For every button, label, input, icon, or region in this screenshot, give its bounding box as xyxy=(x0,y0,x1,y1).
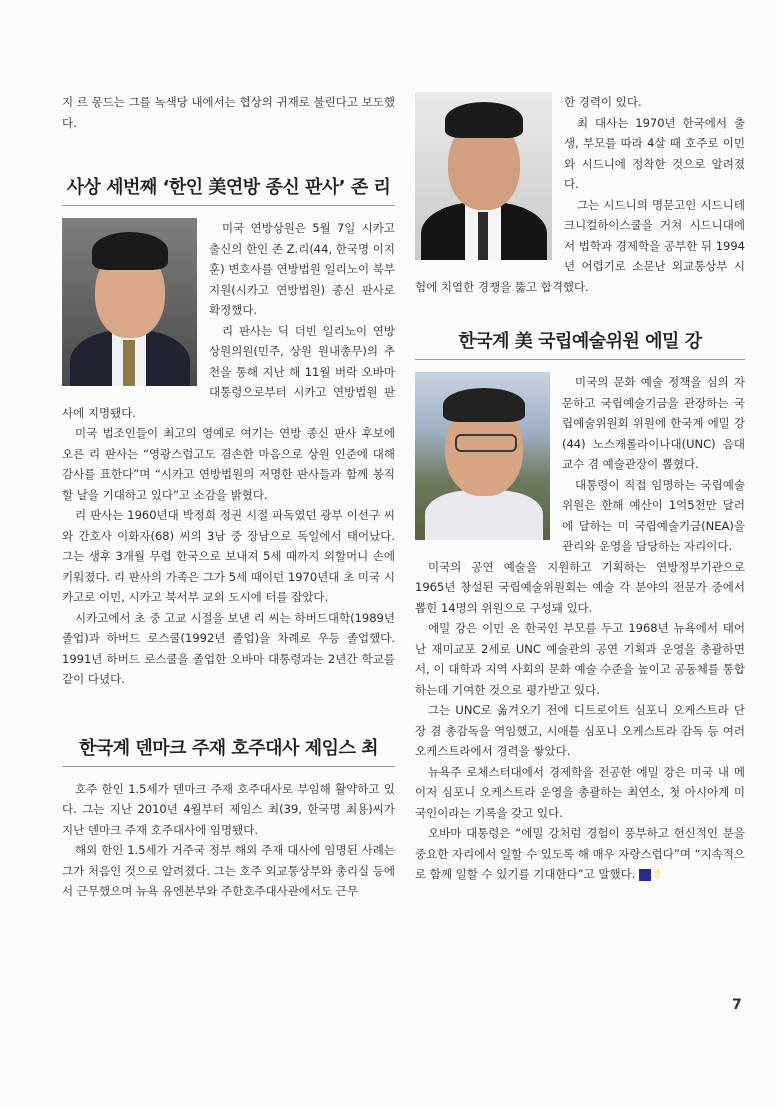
emil-kang-paragraph-2: 대통령이 직접 임명하는 국립예술위원은 한해 예산이 1억5천만 달러에 달하는 미 국립예술기금(NEA)을 관리와 운영을 담당하는 자리이다. xyxy=(562,477,745,553)
john-lee-paragraph-3: 미국 법조인들이 최고의 영예로 여기는 연방 종신 판사 후보에 오른 리 판사는 “영광스럽고도 겸손한 마음으로 상원 인준에 대해 감사를 표한다”며 “시카고 연방법원의 저명한 판사들과 함께 봉직할 날을 기대하고 있다”고 소감을 밝혔다. xyxy=(62,426,395,502)
portrait-john-lee-icon xyxy=(62,218,197,386)
emil-kang-paragraph-5: 그는 UNC로 옮겨오기 전에 디트로이트 심포니 오케스트라 단장 겸 총감독을 역임했고, 시애틀 심포니 오케스트라 감독 등 여러 오케스트라에서 경력을 쌓았다. xyxy=(415,703,745,758)
page-number: 7 xyxy=(732,997,742,1013)
james-choi-paragraph-2: 해외 한인 1.5세가 거주국 정부 해외 주재 대사에 임명된 사례는 그가 처음인 것으로 알려졌다. 그는 호주 외교통상부와 총리실 등에서 근무했으며 뉴욕 유엔본부와 주한호주대사관에서도 근무 xyxy=(62,843,395,898)
section-title-john-lee: 사상 세번째 ‘한인 美연방 종신 판사’ 존 리 xyxy=(62,173,395,206)
portrait-james-choi-icon xyxy=(415,92,552,260)
john-lee-paragraph-1: 미국 연방상원은 5월 7일 시카고 출신의 한인 존 Z.리(44, 한국명 이지훈) 변호사를 연방법원 일리노이 북부지원(시카고 연방법원) 종신 판사로 확정했다. xyxy=(209,221,395,317)
left-column xyxy=(62,92,395,902)
end-mark-icon: 창 xyxy=(639,869,651,881)
john-lee-paragraph-2: 리 판사는 딕 더빈 일리노이 연방 상원의원(민주, 상원 원내총무)의 추천을 통해 지난 해 11월 버락 오바마 대통령으로부터 시카고 연방법원 판사에 지명됐다. xyxy=(62,323,395,420)
james-choi-continued-1: 한 경력이 있다. xyxy=(564,95,642,109)
emil-kang-paragraph-1: 미국의 문화 예술 정책을 심의 자문하고 국립예술기금을 관장하는 국립예술위원회 위원에 한국계 에밀 강(44) 노스캐롤라이나대(UNC) 음대 교수 겸 예술관장이 뽑혔다. xyxy=(562,375,745,471)
john-lee-paragraph-5: 시카고에서 초 중 고교 시절을 보낸 리 씨는 하버드대학(1989년 졸업)과 하버드 로스쿨(1992년 졸업)을 차례로 우등 졸업했다. 1991년 하버드 로스쿨을 졸업한 오바마 대통령과는 2년간 학교를 같이 다녔다. xyxy=(62,610,395,686)
james-choi-continued-2: 최 대사는 1970년 한국에서 출생, 부모를 따라 4살 때 호주로 이민와 시드니에 정착한 것으로 알려졌다. xyxy=(564,115,745,191)
section-title-emil-kang: 한국계 美 국립예술위원 에밀 강 xyxy=(415,327,745,360)
emil-kang-paragraph-4: 에밀 강은 이민 온 한국인 부모를 두고 1968년 뉴욕에서 태어난 재미교포 2세로 UNC 예술관의 공연 기획과 운영을 총괄하면서, 이 대학과 지역 사회의 문화 예술 수준을 높이고 공동체를 통합하는데 기여한 것으로 평가받고 있다. xyxy=(415,621,745,697)
emil-kang-paragraph-7 xyxy=(415,823,745,885)
right-column xyxy=(415,92,745,885)
section-title-james-choi: 한국계 덴마크 주재 호주대사 제임스 최 xyxy=(62,734,395,767)
james-choi-continued-3: 그는 시드니의 명문고인 시드니테크니컬하이스쿨을 거쳐 시드니대에서 법학과 경제학을 공부한 뒤 1994년 어렵기로 소문난 외교통상부 시험에 치열한 경쟁을 뚫고 합격했다. xyxy=(415,197,745,294)
intro-paragraph: 지 르 몽드는 그를 녹색당 내에서는 협상의 귀재로 불린다고 보도했다. xyxy=(62,95,395,130)
james-choi-paragraph-1: 호주 한인 1.5세가 덴마크 주재 호주대사로 부임해 활약하고 있다. 그는 지난 2010년 4월부터 제임스 최(39, 한국명 최용)씨가 지난 덴마크 주재 호주대사에 임명됐다. xyxy=(62,781,395,837)
portrait-emil-kang-icon xyxy=(415,372,550,540)
emil-kang-paragraph-6: 뉴욕주 로체스터대에서 경제학을 전공한 에밀 강은 미국 내 메이저 심포니 오케스트라 운영을 총괄하는 최연소, 첫 아시아계 미국인이라는 기록을 갖고 있다. xyxy=(415,764,745,820)
emil-kang-paragraph-7-text: 오바마 대통령은 “에밀 강처럼 경험이 풍부하고 헌신적인 분을 중요한 자리에서 일할 수 있도록 해 매우 자랑스럽다”며 “지속적으로 함께 일할 수 있기를 기대한다”고 말했다. xyxy=(415,826,745,881)
emil-kang-paragraph-3: 미국의 공연 예술을 지원하고 기획하는 연방정부기관으로 1965년 창설된 국립예술위원회는 예술 각 분야의 전문가 중에서 뽑힌 14명의 위원으로 구성돼 있다. xyxy=(415,559,745,615)
john-lee-paragraph-4: 리 판사는 1960년대 박정희 정권 시절 파독였던 광부 이선구 씨와 간호사 이화자(68) 씨의 3남 중 장남으로 독일에서 태어났다. 그는 생후 3개월 무렵 한국으로 보내져 5세 때까지 외할머니 손에 키워졌다. 리 판사의 가족은 그가 5세 때이던 1970년대 초 미국 시카고로 이민, 시카고 북서부 교외 도시에 터를 잡았다. xyxy=(62,508,395,604)
